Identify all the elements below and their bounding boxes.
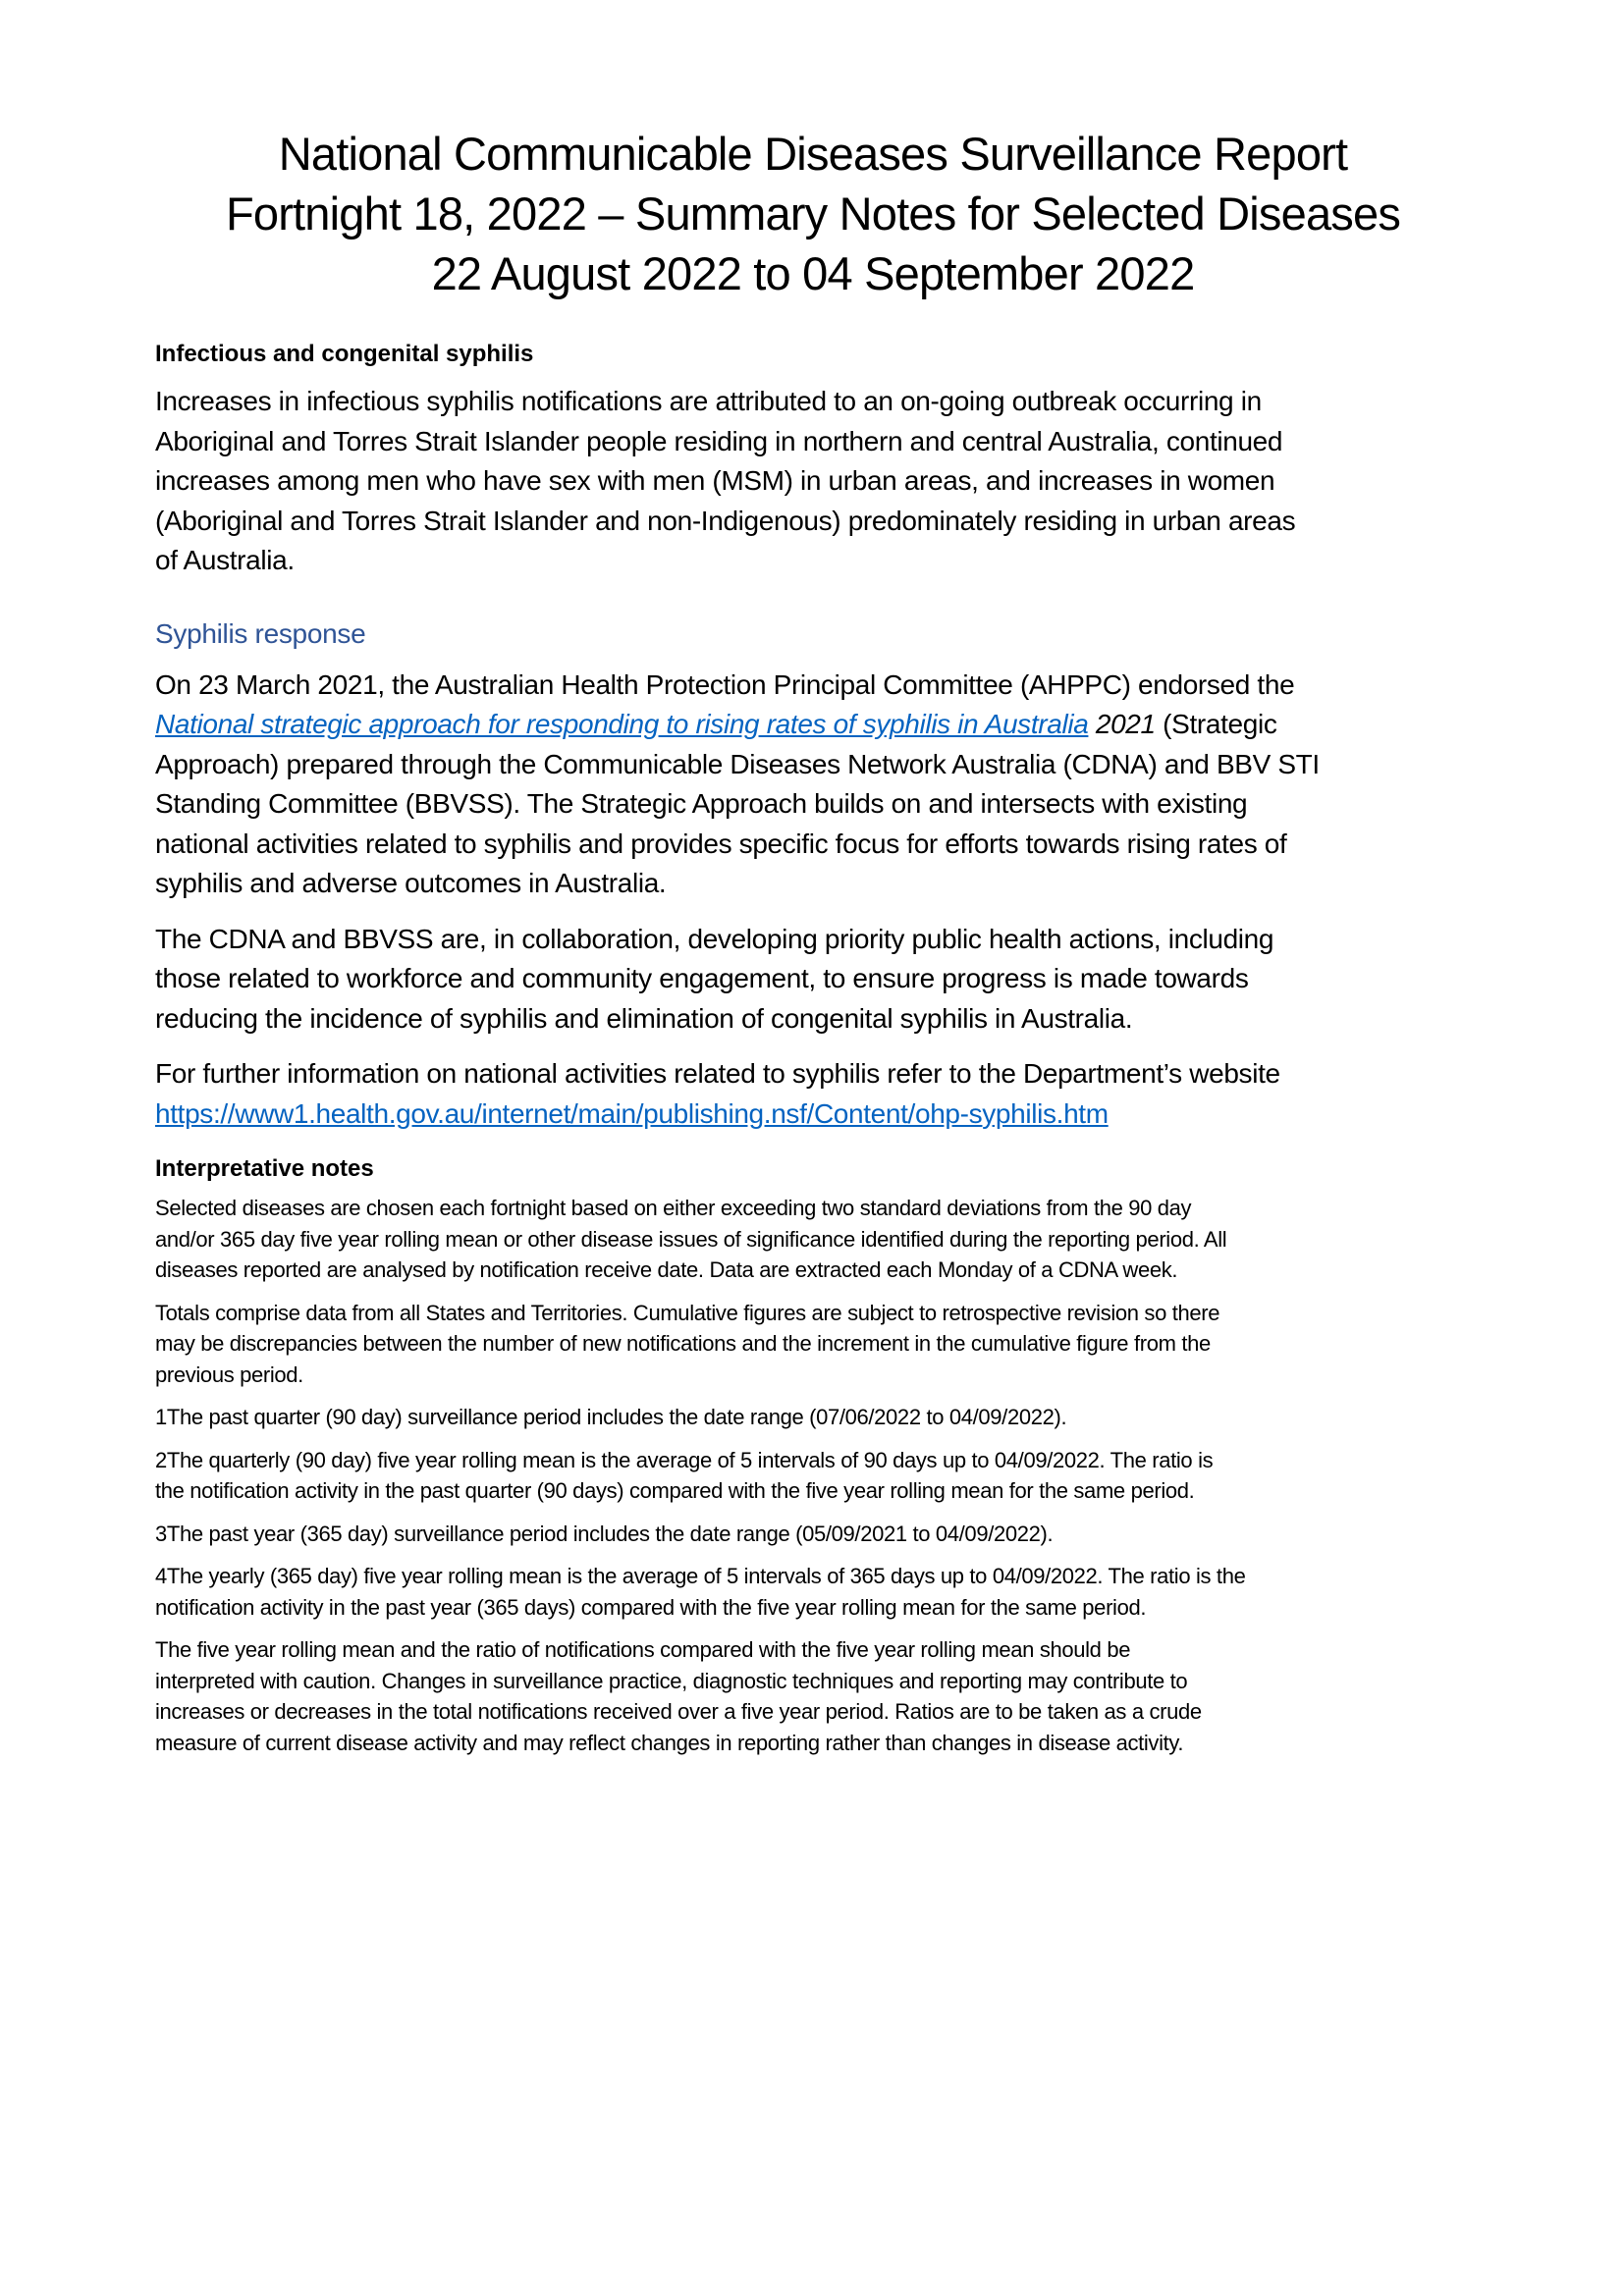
text-line: syphilis and adverse outcomes in Australia. xyxy=(155,868,667,898)
response-paragraph-2 xyxy=(155,920,1481,1040)
strategic-approach-link[interactable]: National strategic approach for responding to rising rates of syphilis in Australia xyxy=(155,709,1089,739)
text-line xyxy=(155,1095,1481,1135)
text-line: Approach) prepared through the Communicable Diseases Network Australia (CDNA) and BBV STI xyxy=(155,748,1320,779)
notes-paragraph xyxy=(155,1561,1481,1623)
text-line: Aboriginal and Torres Strait Islander people residing in northern and central Australia, continued xyxy=(155,425,1283,456)
title-line-1: National Communicable Diseases Surveillance Report xyxy=(278,128,1348,180)
text-line: Totals comprise data from all States and Territories. Cumulative figures are subject to retrospective revision so there xyxy=(155,1300,1220,1325)
title-line-2: Fortnight 18, 2022 – Summary Notes for Selected Diseases xyxy=(225,187,1401,240)
text-line: For further information on national activities related to syphilis refer to the Department’s website xyxy=(155,1058,1280,1089)
notes-paragraph xyxy=(155,1634,1481,1758)
text-line: 3The past year (365 day) surveillance period includes the date range (05/09/2021 to 04/09/2022). xyxy=(155,1521,1054,1546)
text-fragment: (Strategic xyxy=(1155,709,1277,739)
text-line: Standing Committee (BBVSS). The Strategic Approach builds on and intersects with existing xyxy=(155,788,1248,819)
notes-paragraph xyxy=(155,1445,1481,1507)
text-line: notification activity in the past year (365 days) compared with the five year rolling mean for the same period. xyxy=(155,1594,1147,1620)
strategic-approach-year: 2021 xyxy=(1095,709,1156,739)
syphilis-heading: Infectious and congenital syphilis xyxy=(155,341,534,367)
text-line: Selected diseases are chosen each fortnight based on either exceeding two standard deviations from the 90 day xyxy=(155,1196,1192,1220)
page-title xyxy=(155,124,1471,303)
document-content xyxy=(155,339,1481,1770)
text-line: On 23 March 2021, the Australian Health Protection Principal Committee (AHPPC) endorsed the xyxy=(155,668,1295,700)
text-line: national activities related to syphilis and provides specific focus for efforts towards rising rates of xyxy=(155,828,1287,859)
notes-paragraph xyxy=(155,1402,1481,1433)
text-line: 1The past quarter (90 day) surveillance period includes the date range (07/06/2022 to 04/09/2022). xyxy=(155,1405,1067,1429)
text-line: previous period. xyxy=(155,1362,303,1387)
text-line: of Australia. xyxy=(155,545,295,575)
text-line: interpreted with caution. Changes in surveillance practice, diagnostic techniques and reporting may contribute to xyxy=(155,1668,1188,1693)
text-line: diseases reported are analysed by notification receive date. Data are extracted each Monday of a CDNA week. xyxy=(155,1257,1178,1282)
notes-paragraph xyxy=(155,1519,1481,1550)
text-line: 2The quarterly (90 day) five year rolling mean is the average of 5 intervals of 90 days up to 04/09/2022. The ratio is xyxy=(155,1447,1214,1472)
response-paragraph-1 xyxy=(155,666,1481,904)
interpretative-notes-heading: Interpretative notes xyxy=(155,1155,374,1182)
notes-paragraph xyxy=(155,1298,1481,1391)
syphilis-website-link[interactable]: https://www1.health.gov.au/internet/main/publishing.nsf/Content/ohp-syphilis.htm xyxy=(155,1097,1109,1129)
text-line: the notification activity in the past quarter (90 days) compared with the five year rolling mean for the same period. xyxy=(155,1478,1195,1503)
text-line: reducing the incidence of syphilis and elimination of congenital syphilis in Australia. xyxy=(155,1002,1133,1034)
text-line: increases among men who have sex with men (MSM) in urban areas, and increases in women xyxy=(155,465,1275,496)
syphilis-paragraph xyxy=(155,382,1481,581)
text-line: those related to workforce and community engagement, to ensure progress is made towards xyxy=(155,963,1249,993)
text-line: (Aboriginal and Torres Strait Islander and non-Indigenous) predominately residing in urban areas xyxy=(155,505,1296,536)
title-line-3: 22 August 2022 to 04 September 2022 xyxy=(431,247,1195,299)
text-line: The five year rolling mean and the ratio of notifications compared with the five year rolling mean should be xyxy=(155,1637,1131,1662)
text-line xyxy=(155,705,1481,745)
text-line: 4The yearly (365 day) five year rolling mean is the average of 5 intervals of 365 days up to 04/09/2022. The ratio is the xyxy=(155,1564,1246,1588)
notes-paragraph xyxy=(155,1193,1481,1286)
text-line: and/or 365 day five year rolling mean or other disease issues of significance identified during the reporting period. All xyxy=(155,1226,1227,1252)
text-line: increases or decreases in the total notifications received over a five year period. Ratios are to be taken as a crude xyxy=(155,1699,1202,1724)
text-line: Increases in infectious syphilis notifications are attributed to an on-going outbreak occurring in xyxy=(155,386,1262,416)
text-line: The CDNA and BBVSS are, in collaboration, developing priority public health actions, including xyxy=(155,923,1274,954)
response-paragraph-3 xyxy=(155,1054,1481,1134)
text-line: measure of current disease activity and may reflect changes in reporting rather than changes in disease activity. xyxy=(155,1730,1184,1755)
syphilis-response-heading: Syphilis response xyxy=(155,617,366,649)
text-line: may be discrepancies between the number of new notifications and the increment in the cumulative figure from the xyxy=(155,1331,1211,1356)
